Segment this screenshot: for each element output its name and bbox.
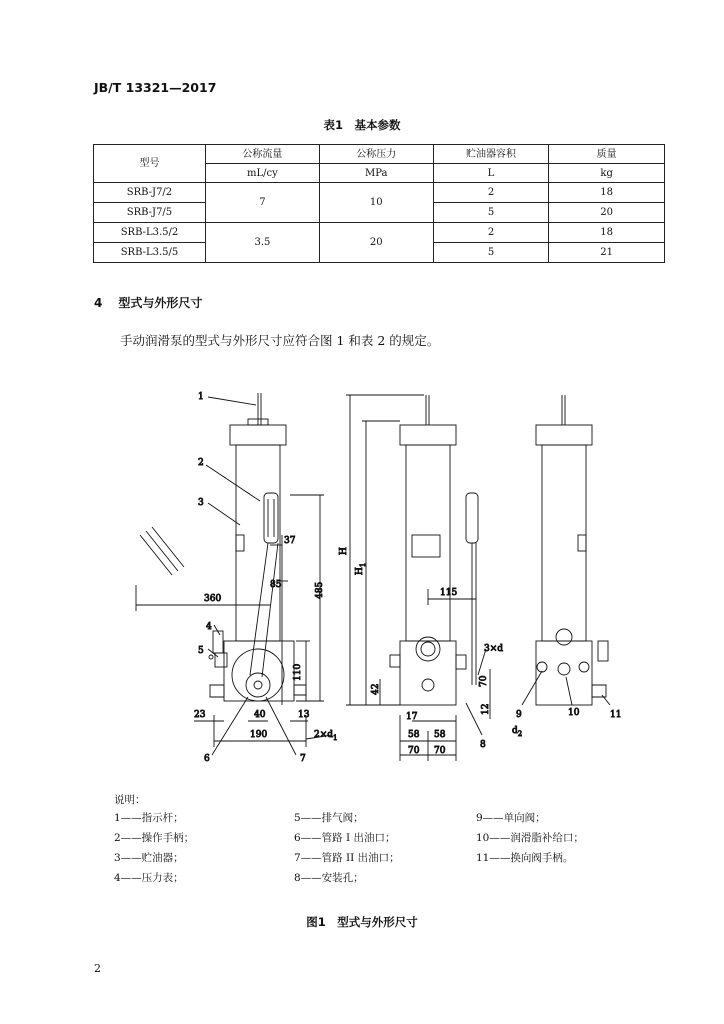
cell-volume: 2 bbox=[433, 223, 549, 243]
unit-flow: mL/cy bbox=[205, 164, 319, 183]
col-header-model: 型号 bbox=[94, 145, 206, 183]
cell-pressure: 10 bbox=[319, 183, 433, 223]
col-header-pressure: 公称压力 bbox=[319, 145, 433, 164]
callout-6: 6 bbox=[204, 754, 210, 764]
table-title: 表1 基本参数 bbox=[323, 118, 401, 132]
legend-item: 5——排气阀； bbox=[294, 812, 364, 824]
dim-42: 42 bbox=[371, 683, 381, 695]
callout-5: 5 bbox=[198, 646, 204, 656]
legend-title: 说明： bbox=[114, 794, 146, 806]
dim-2xd1-sub: 1 bbox=[333, 734, 338, 742]
legend-item: 3——贮油器； bbox=[114, 852, 184, 864]
callout-7: 7 bbox=[300, 754, 306, 764]
callout-11: 11 bbox=[610, 710, 622, 720]
dim-58-right: 58 bbox=[434, 730, 446, 740]
front-view bbox=[136, 393, 332, 755]
dim-2xd1 bbox=[314, 730, 338, 742]
dim-360: 360 bbox=[204, 594, 222, 604]
pump-drawing bbox=[110, 385, 630, 785]
dim-3xd: 3×d bbox=[484, 644, 504, 654]
dim-d2 bbox=[512, 726, 522, 738]
cell-mass: 18 bbox=[549, 223, 665, 243]
dim-115: 115 bbox=[440, 588, 458, 598]
dim-37: 37 bbox=[284, 536, 296, 546]
figure-caption: 图1 型式与外形尺寸 bbox=[306, 915, 418, 929]
cell-model: SRB-J7/2 bbox=[94, 183, 206, 203]
callout-9: 9 bbox=[516, 710, 522, 720]
col-header-flow: 公称流量 bbox=[205, 145, 319, 164]
side-view bbox=[346, 395, 490, 761]
cell-mass: 20 bbox=[549, 203, 665, 223]
dim-17: 17 bbox=[406, 712, 418, 722]
standard-code: JB/T 13321—2017 bbox=[94, 80, 217, 95]
legend-item: 11——换向阀手柄。 bbox=[476, 852, 574, 864]
section-title: 型式与外形尺寸 bbox=[118, 296, 203, 310]
dim-12: 12 bbox=[481, 703, 491, 715]
dim-190: 190 bbox=[250, 730, 268, 740]
dim-13: 13 bbox=[298, 710, 310, 720]
cell-flow: 3.5 bbox=[205, 223, 319, 263]
table-row bbox=[94, 223, 665, 243]
section-heading bbox=[94, 294, 202, 311]
cell-volume: 5 bbox=[433, 243, 549, 263]
dim-23: 23 bbox=[194, 710, 206, 720]
legend-item: 2——操作手柄； bbox=[114, 832, 195, 844]
dim-70-vertical: 70 bbox=[479, 675, 489, 687]
col-header-volume: 贮油器容积 bbox=[433, 145, 549, 164]
legend-item: 10——润滑脂补给口； bbox=[476, 832, 584, 844]
cell-pressure: 20 bbox=[319, 223, 433, 263]
cell-volume: 2 bbox=[433, 183, 549, 203]
parameters-table bbox=[93, 144, 665, 263]
rear-view bbox=[522, 395, 610, 705]
callout-10: 10 bbox=[568, 708, 580, 718]
cell-model: SRB-L3.5/2 bbox=[94, 223, 206, 243]
callout-8: 8 bbox=[480, 740, 486, 750]
unit-pressure: MPa bbox=[319, 164, 433, 183]
cell-flow: 7 bbox=[205, 183, 319, 223]
legend-item: 8——安装孔； bbox=[294, 872, 364, 884]
callout-1: 1 bbox=[198, 392, 204, 402]
legend-item: 9——单向阀； bbox=[476, 812, 546, 824]
dim-d2-main: d bbox=[512, 726, 518, 736]
dim-40: 40 bbox=[254, 710, 266, 720]
dim-85: 85 bbox=[270, 580, 282, 590]
dim-485: 485 bbox=[315, 581, 325, 599]
legend-item: 1——指示杆； bbox=[114, 812, 184, 824]
cell-mass: 21 bbox=[549, 243, 665, 263]
dim-d2-sub: 2 bbox=[517, 730, 523, 738]
dim-H1 bbox=[355, 563, 367, 575]
cell-mass: 18 bbox=[549, 183, 665, 203]
dim-70-right: 70 bbox=[434, 746, 446, 756]
body-paragraph: 手动润滑泵的型式与外形尺寸应符合图 1 和表 2 的规定。 bbox=[120, 333, 440, 348]
dim-H1-sub: 1 bbox=[359, 562, 367, 568]
col-header-mass: 质量 bbox=[549, 145, 665, 164]
dim-110: 110 bbox=[293, 663, 303, 681]
section-number: 4 bbox=[94, 296, 103, 310]
dim-H: H bbox=[339, 547, 349, 555]
cell-volume: 5 bbox=[433, 203, 549, 223]
legend-item: 6——管路 I 出油口； bbox=[294, 832, 396, 844]
callout-2: 2 bbox=[198, 458, 204, 468]
callout-4: 4 bbox=[206, 622, 212, 632]
cell-model: SRB-J7/5 bbox=[94, 203, 206, 223]
legend-item: 7——管路 II 出油口； bbox=[294, 852, 400, 864]
table-header-row bbox=[94, 145, 665, 164]
legend-item: 4——压力表； bbox=[114, 872, 184, 884]
dim-H1-main: H bbox=[355, 567, 365, 575]
dim-58-left: 58 bbox=[408, 730, 420, 740]
dim-70-left: 70 bbox=[408, 746, 420, 756]
dim-2xd1-main: 2×d bbox=[314, 730, 334, 740]
callout-3: 3 bbox=[198, 498, 204, 508]
table-row bbox=[94, 183, 665, 203]
cell-model: SRB-L3.5/5 bbox=[94, 243, 206, 263]
page-number: 2 bbox=[94, 962, 101, 975]
unit-mass: kg bbox=[549, 164, 665, 183]
unit-volume: L bbox=[433, 164, 549, 183]
